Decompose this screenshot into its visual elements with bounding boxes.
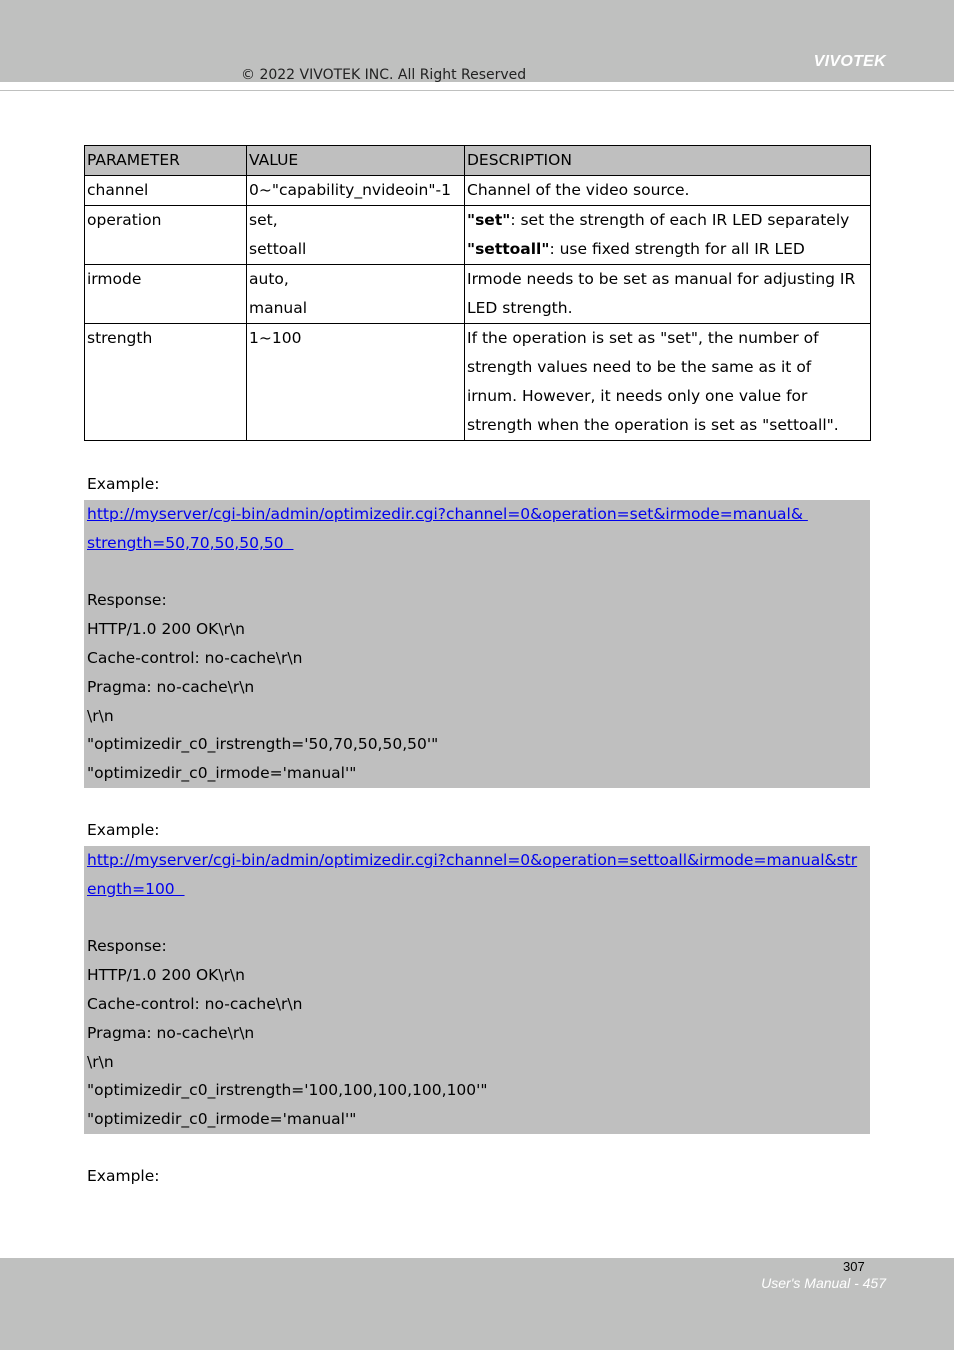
response-label: Response:	[87, 937, 167, 956]
table-row	[85, 206, 871, 265]
desc-line	[467, 206, 868, 235]
response-line: "optimizedir_c0_irmode='manual'"	[87, 764, 357, 783]
response-line: HTTP/1.0 200 OK\r\n	[87, 620, 245, 639]
desc-line: strength values need to be the same as it of	[467, 358, 812, 376]
copyright-text: © 2022 VIVOTEK INC. All Right Reserved	[241, 67, 527, 83]
cell-param: operation	[85, 206, 247, 265]
example-code-block	[84, 846, 870, 1134]
table-row	[85, 324, 871, 441]
response-line: Pragma: no-cache\r\n	[87, 677, 255, 696]
desc-line: strength when the operation is set as "settoall".	[467, 416, 839, 434]
value-line: manual	[249, 299, 308, 317]
blank-line	[87, 904, 870, 933]
desc-text: : set the strength of each IR LED separately	[510, 211, 850, 229]
footer-bar	[0, 1258, 954, 1350]
example-url-line[interactable]: strength=50,70,50,50,50	[87, 533, 294, 552]
example-code-block	[84, 500, 870, 788]
cell-description	[465, 176, 871, 206]
example-url-line[interactable]: ength=100	[87, 879, 185, 898]
response-line: Cache-control: no-cache\r\n	[87, 994, 303, 1013]
page-number: 307	[843, 1259, 865, 1274]
example-url-line[interactable]: http://myserver/cgi-bin/admin/optimizedir.cgi?channel=0&operation=set&irmode=manual&	[87, 505, 808, 523]
value-line: 0~"capability_nvideoin"-1	[249, 181, 451, 199]
cell-param: irmode	[85, 265, 247, 324]
response-line: "optimizedir_c0_irmode='manual'"	[87, 1110, 357, 1129]
desc-keyword: "settoall"	[467, 240, 550, 258]
brand-logo: VIVOTEK	[813, 53, 886, 70]
cell-description	[465, 206, 871, 265]
value-line: 1~100	[249, 329, 302, 347]
desc-line: LED strength.	[467, 299, 573, 317]
manual-page-label: User's Manual - 457	[761, 1275, 886, 1291]
blank-line	[87, 558, 870, 587]
cell-value	[247, 176, 465, 206]
value-line: auto,	[249, 270, 289, 288]
header-description: DESCRIPTION	[465, 146, 871, 176]
table-row	[85, 176, 871, 206]
cell-value	[247, 206, 465, 265]
value-line: settoall	[249, 240, 307, 258]
example-url-line[interactable]: http://myserver/cgi-bin/admin/optimizedir.cgi?channel=0&operation=settoall&irmode=manual&str	[87, 851, 858, 869]
example-label: Example:	[87, 475, 160, 493]
header-parameter: PARAMETER	[85, 146, 247, 176]
response-line: HTTP/1.0 200 OK\r\n	[87, 966, 245, 985]
cell-value	[247, 265, 465, 324]
example-label: Example:	[87, 821, 160, 839]
cell-param: strength	[85, 324, 247, 441]
table-row	[85, 265, 871, 324]
desc-text: : use fixed strength for all IR LED	[549, 240, 805, 258]
desc-line: Irmode needs to be set as manual for adjusting IR	[467, 270, 856, 288]
desc-line: irnum. However, it needs only one value for	[467, 387, 808, 405]
desc-line: Channel of the video source.	[467, 181, 690, 199]
desc-keyword: "set"	[467, 211, 511, 229]
response-line: "optimizedir_c0_irstrength='100,100,100,100,100'"	[87, 1081, 488, 1100]
parameter-table	[84, 145, 871, 441]
header-value: VALUE	[247, 146, 465, 176]
cell-description	[465, 324, 871, 441]
response-line: \r\n	[87, 706, 114, 725]
table-header-row	[85, 146, 871, 176]
desc-line	[467, 235, 868, 264]
value-line: set,	[249, 211, 278, 229]
response-line: \r\n	[87, 1052, 114, 1071]
response-line: Pragma: no-cache\r\n	[87, 1023, 255, 1042]
response-label: Response:	[87, 591, 167, 610]
response-line: Cache-control: no-cache\r\n	[87, 648, 303, 667]
cell-param: channel	[85, 176, 247, 206]
example-label: Example:	[87, 1167, 160, 1185]
cell-description	[465, 265, 871, 324]
response-line: "optimizedir_c0_irstrength='50,70,50,50,50'"	[87, 735, 439, 754]
cell-value	[247, 324, 465, 441]
desc-line: If the operation is set as "set", the number of	[467, 329, 819, 347]
header-divider	[0, 90, 954, 91]
